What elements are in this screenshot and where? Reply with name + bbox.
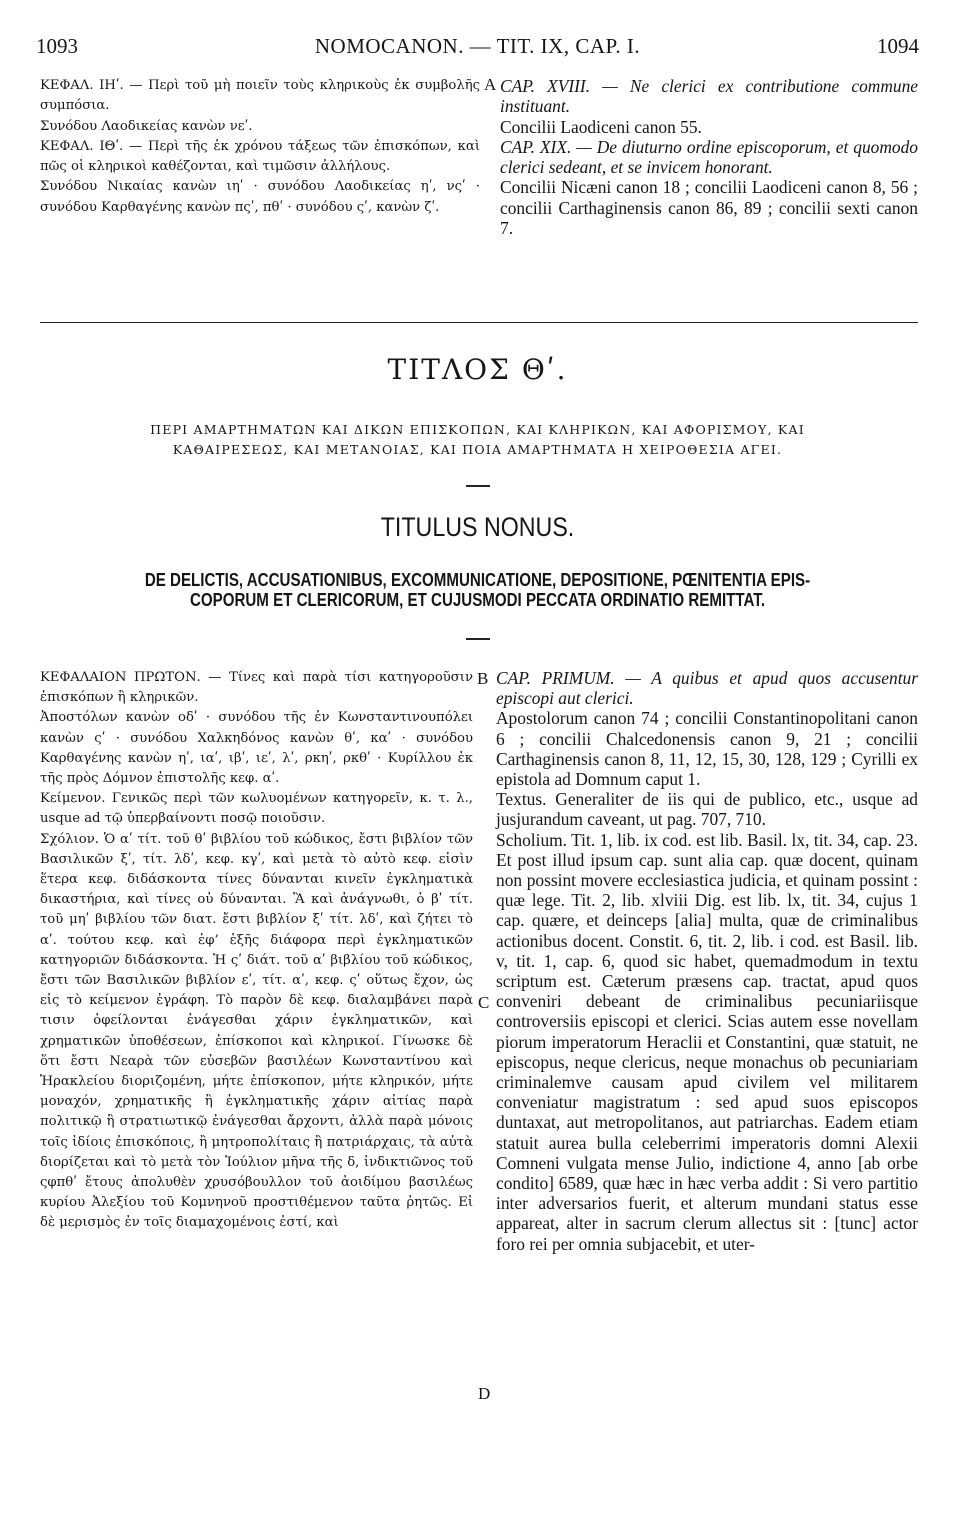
latin-chapter-1-sources: Apostolorum canon 74 ; concilii Constantinopolitani canon 6 ; concilii Chalcedonensis canon 9, 21 ; concilii Carthaginensis canon 8, 11, 12, 15, 30, 128, 129 ; Cyrilli ex epistola ad Domnum caput 1. bbox=[496, 708, 918, 790]
latin-scholium: Scholium. Tit. 1, lib. ix cod. est lib. Basil. lx, tit. 34, cap. 23. Et post illud ipsum cap. sunt alia cap. quæ docent, quinam non possint movere ecclesiastica judicia, et quinam possint : quæ lege. Tit. 2, lib. xlviii Dig. est lib. lx, tit. 34, cujus 1 cap. quære, et deinceps [alia] multa, quæ de criminalibus actionibus docent. Constit. 6, tit. 2, lib. i cod. est Basil. lib. v, tit. 1, cap. 6, quod sic habet, quemadmodum in textu scriptum est. Cæterum præsens cap. tractat, apud quos conveniri debeant de criminalibus pecuniariisque controversiis episcopi et clerici. Scias autem esse novellam piorum imperatorum Heraclii et Constantini, quæ statuit, ne episcopus, neque clericus, neque monachus ob pecuniariam criminalemve causam apud civilem vel militarem conveniatur magistratum : sed apud suos episcopos duntaxat, aut metropolitanos, aut patriarchas. Eadem etiam statuit aurea bulla celeberrimi imperatoris domni Alexii Comneni vulgata mense Julio, indictione 4, anno [ab orbe condito] 6589, quæ hæc in hæc verba addit : Si vero partitio inter adversarios fuerit, et alterum mundani status esse appareat, alter in sacrum clerum allectus sit : [tunc] actor foro rei per omnia subjacebit, et uter- bbox=[496, 829, 918, 1254]
greek-chapter-19-sources: Συνόδου Νικαίας κανὼν ιηʹ · συνόδου Λαοδικείας ηʹ, νςʹ · συνόδου Καρθαγένης κανὼν πςʹ, πθʹ · συνόδου ςʹ, κανὼν ζʹ. bbox=[40, 179, 480, 215]
latin-chapter-19-sources: Concilii Nicæni canon 18 ; concilii Laodiceni canon 8, 56 ; concilii Carthaginensis canon 86, 89 ; concilii sexti canon 7. bbox=[500, 177, 918, 239]
greek-title: ΤΙΤΛΟΣ Θʹ. bbox=[387, 353, 568, 386]
greek-chapter-19: ΚΕΦΑΛ. ΙΘʹ. — Περὶ τῆς ἐκ χρόνου τάξεως τῶν ἐπισκόπων, καὶ πῶς οἱ κληρικοὶ καθέζονται, καὶ τιμῶσιν ἀλλήλους. bbox=[40, 138, 480, 175]
greek-chapter-1-heading: ΚΕΦΑΛΑΙΟΝ ΠΡΩΤΟΝ. — Τίνες καὶ παρὰ τίσι κατηγοροῦσιν ἐπισκόπων ἢ κληρικῶν. bbox=[40, 670, 473, 706]
greek-subtitle-line-1: ΠΕΡΙ ΑΜΑΡΤΗΜΑΤΩΝ ΚΑΙ ΔΙΚΩΝ ΕΠΙΣΚΟΠΩΝ, ΚΑΙ ΚΛΗΡΙΚΩΝ, ΚΑΙ ΑΦΟΡΙΣΜΟΥ, ΚΑΙ bbox=[150, 422, 805, 437]
greek-chapter-1-sources: Ἀποστόλων κανὼν οδʹ · συνόδου τῆς ἐν Κωνσταντινουπόλει κανὼν ςʹ · συνόδου Χαλκηδόνος κανὼν θʹ, καʹ · συνόδου Καρθαγένης κανὼν ηʹ, ιαʹ, ιβʹ, ιεʹ, λʹ, ρκηʹ, ρκθʹ · Κυρίλλου ἐκ τῆς πρὸς Δόμνον ἐπιστολῆς κεφ. αʹ. bbox=[40, 710, 473, 787]
running-header bbox=[36, 34, 919, 64]
top-greek-column bbox=[40, 76, 480, 218]
latin-chapter-1-heading: CAP. PRIMUM. — A quibus et apud quos accusentur episcopi aut clerici. bbox=[496, 668, 918, 709]
body-greek-column bbox=[40, 668, 473, 1234]
margin-marker-a: A bbox=[484, 75, 497, 94]
margin-marker-d: D bbox=[478, 1384, 491, 1403]
latin-chapter-18: CAP. XVIII. — Ne clerici ex contributione commune instituant. bbox=[500, 76, 918, 117]
greek-text-note: Κείμενον. Γενικῶς περὶ τῶν κωλυομένων κατηγορεῖν, κ. τ. λ., usque ad τῷ ὑπερβαίνοντι ποσῷ ποιοῦσιν. bbox=[40, 791, 473, 827]
margin-marker-b: B bbox=[477, 669, 489, 688]
section-rule bbox=[40, 322, 918, 323]
title-dash-1 bbox=[466, 485, 490, 487]
latin-title: TITULUS NONUS. bbox=[380, 512, 575, 542]
left-page-number: 1093 bbox=[36, 34, 78, 58]
latin-subtitle-line-2: COPORUM ET CLERICORUM, ET CUJUSMODI PECCATA ORDINATIO REMITTAT. bbox=[189, 590, 766, 610]
margin-marker-c: C bbox=[478, 993, 490, 1012]
greek-subtitle-line-2: ΚΑΘΑΙΡΕΣΕΩΣ, ΚΑΙ ΜΕΤΑΝΟΙΑΣ, ΚΑΙ ΠΟΙΑ ΑΜΑΡΤΗΜΑΤΑ Η ΧΕΙΡΟΘΕΣΙΑ ΑΓΕΙ. bbox=[172, 442, 783, 457]
greek-chapter-18-sources: Συνόδου Λαοδικείας κανὼν νεʹ. bbox=[40, 118, 253, 134]
latin-subtitle-line-1: DE DELICTIS, ACCUSATIONIBUS, EXCOMMUNICATIONE, DEPOSITIONE, PŒNITENTIA EPIS- bbox=[144, 570, 811, 590]
top-latin-column bbox=[500, 76, 918, 238]
body-latin-column bbox=[496, 668, 918, 1254]
latin-text-note: Textus. Generaliter de iis qui de publico, etc., usque ad jusjurandum caveant, ut pag. 707, 710. bbox=[496, 789, 918, 830]
latin-chapter-18-sources: Concilii Laodiceni canon 55. bbox=[500, 116, 702, 137]
running-title: NOMOCANON. — TIT. IX, CAP. I. bbox=[314, 34, 641, 58]
title-dash-2 bbox=[466, 638, 490, 640]
greek-scholium: Σχόλιον. Ὁ αʹ τίτ. τοῦ θʹ βιβλίου τοῦ κώδικος, ἔστι βιβλίον τῶν Βασιλικῶν ξʹ, τίτ. λδʹ, κεφ. κγʹ, καὶ μετὰ τὸ αὐτὸ κεφ. εἰσὶν ἕτερα κεφ. διδάσκοντα τίνες δύνανται κινεῖν ἐγκληματικὰ δικαστήρια, καὶ τίνες οὐ δύνανται. Ἃ καὶ ἀνάγνωθι, ὁ βʹ τίτ. τοῦ μηʹ βιβλίου τῶν διατ. ἔστι βιβλίον ξʹ τίτ. λδʹ, καὶ ζήτει τὸ αʹ. τούτου κεφ. καὶ ἐφ’ ἑξῆς διάφορα περὶ ἐγκληματικῶν κατηγοριῶν διδάσκοντα. Ἡ ςʹ διάτ. τοῦ αʹ βιβλίου τοῦ κώδικος, ἔστι τῶν Βασιλικῶν βιβλίον εʹ, τίτ. αʹ, κεφ. ςʹ οὕτως ἔχον, ὡς εἰς τὸ κείμενον ἐγράφη. Τὸ παρὸν δὲ κεφ. διαλαμβάνει παρὰ τισιν ὀφείλονται ἐνάγεσθαι χάριν ἐγκληματικῶν, καὶ χρηματικῶν ὑποθέσεων, ἐπίσκοποι καὶ κληρικοί. Γίνωσκε δὲ ὅτι ἔστι Νεαρὰ τῶν εὐσεβῶν βασιλέων Κωνσταντίνου καὶ Ἡρακλείου διοριζομένη, μήτε ἐπίσκοπον, μήτε κληρικόν, μήτε μοναχόν, χρηματικῆς ἢ ἐγκληματικῆς χάριν αἰτίας παρὰ πολιτικῷ ἢ στρατιωτικῷ ἐνάγεσθαι ἄρχοντι, ἀλλὰ παρὰ μόνοις τοῖς ἰδίοις ἐπισκόποις, ἢ μητροπολίταις ἢ πατριάρχαις, τὰ αὐτὰ διορίζεται καὶ τὸ μετὰ τὸν Ἰούλιον μῆνα τῆς δ, ἰνδικτιῶνος τοῦ ςφπθʹ ἔτους ἀπολυθὲν χρυσόβουλλον τοῦ ἀοιδίμου βασιλέως κυρίου Ἀλεξίου τοῦ Κομνηνοῦ προστιθέμενον ταῦτα ῥητῶς. Εἰ δὲ μερισμὸς ἐν τοῖς διαμαχομένοις ἐστί, καὶ bbox=[40, 831, 473, 1231]
latin-chapter-19: CAP. XIX. — De diuturno ordine episcoporum, et quomodo clerici sedeant, et se invicem honorant. bbox=[500, 136, 918, 178]
right-page-number: 1094 bbox=[877, 34, 919, 58]
greek-chapter-18: ΚΕΦΑΛ. ΙΗʹ. — Περὶ τοῦ μὴ ποιεῖν τοὺς κληρικοὺς ἐκ συμβολῆς συμπόσια. bbox=[40, 78, 480, 114]
